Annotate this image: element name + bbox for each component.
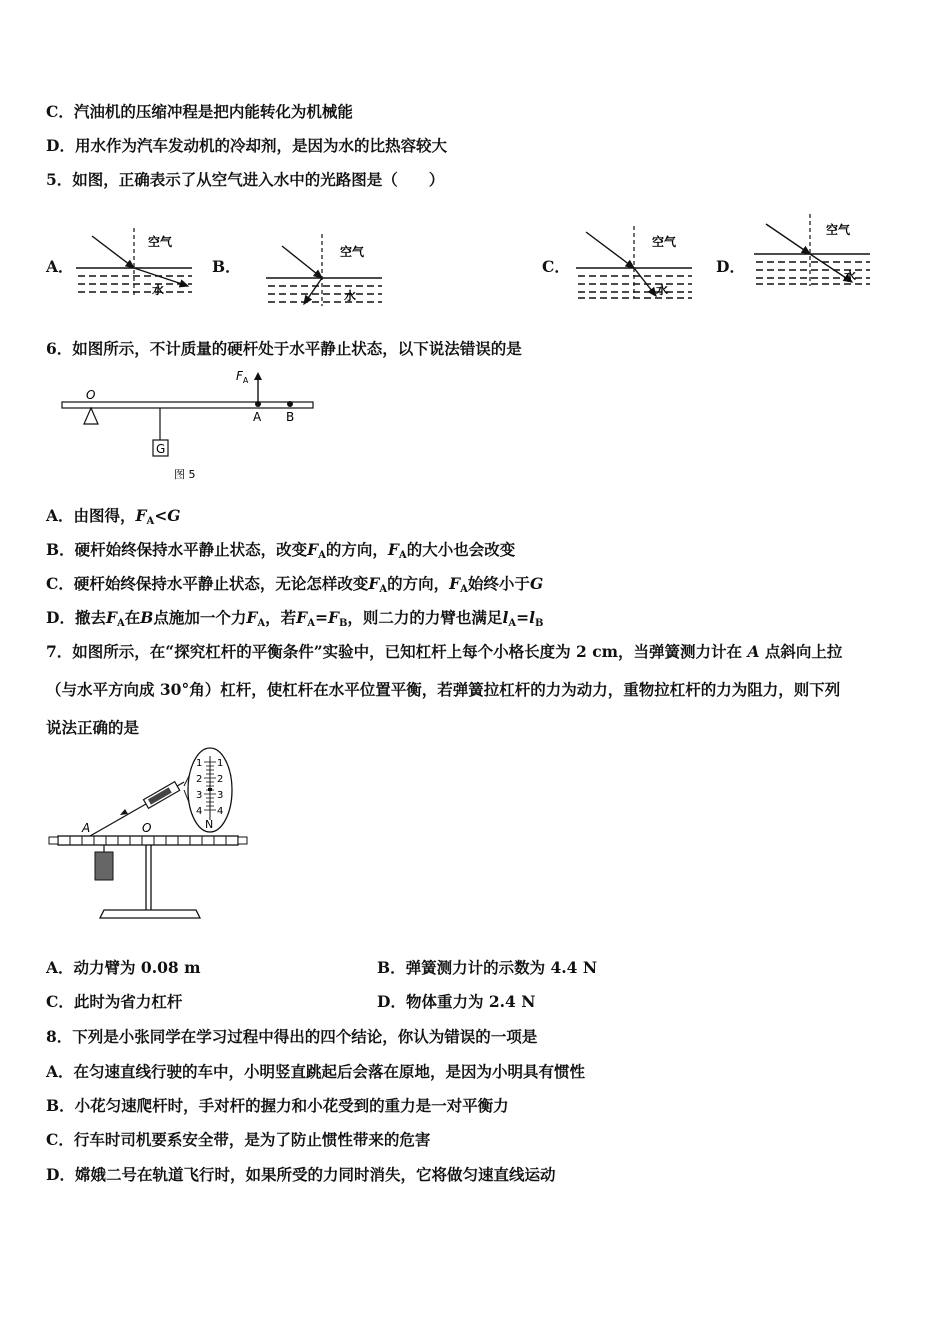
q6-option-c: C．硬杆始终保持水平静止状态，无论怎样改变$F_A$的方向，$F_A$始终小于G [46, 574, 544, 595]
q5-diagram-c [574, 226, 699, 304]
q5-label-c: C． [542, 257, 570, 276]
air-label: 空气 [826, 223, 851, 237]
air-label: 空气 [652, 235, 677, 249]
air-label: 空气 [340, 245, 365, 259]
svg-text:FA [236, 369, 249, 385]
q5-diagram-a [74, 228, 199, 303]
force-label-sub: A [242, 376, 249, 385]
q7-option-b: B．弹簧测力计的示数为 4.4 N [377, 958, 598, 977]
force-arrow-icon [254, 372, 262, 380]
q7-option-c: C．此时为省力杠杆 [46, 992, 183, 1011]
hanging-weight [95, 852, 113, 880]
weight-label-g: G [156, 442, 166, 456]
tick-label: 4 [196, 806, 203, 817]
q6-option-a: A．由图得，$F_A<G$ [46, 506, 181, 527]
water-label: 水 [656, 283, 669, 297]
point-label-a: A [82, 821, 91, 835]
tick-label: 2 [196, 774, 203, 785]
pivot-label-o: O [86, 388, 96, 402]
q8-option-d: D．嫦娥二号在轨道飞行时，如果所受的力同时消失，它将做匀速直线运动 [46, 1165, 556, 1184]
point-label-a: A [253, 410, 262, 424]
q5-label-a: A． [46, 257, 74, 276]
water-label: 水 [344, 289, 357, 303]
q7-option-a: A．动力臂为 0.08 m [46, 958, 201, 977]
air-label: 空气 [148, 235, 173, 249]
tick-label: 1 [196, 758, 203, 769]
unit-label-n: N [205, 818, 214, 831]
q6-stem: 6．如图所示，不计质量的硬杆处于水平静止状态，以下说法错误的是 [46, 339, 522, 358]
q6-lever-figure [60, 366, 320, 486]
spring-scale [144, 778, 187, 809]
q7-stem-line3: 说法正确的是 [46, 718, 140, 737]
q5-label-d: D． [716, 257, 745, 276]
lever-bar [62, 402, 313, 408]
tick-label: 3 [196, 790, 203, 801]
q5-diagram-b [264, 234, 389, 312]
q6-option-b: B．硬杆始终保持水平静止状态，改变$F_A$的方向，$F_A$的大小也会改变 [46, 540, 516, 561]
stand-base [100, 910, 200, 918]
q5-diagram-d [752, 214, 877, 292]
tick-label: 3 [217, 790, 224, 801]
point-label-b: B [286, 410, 295, 424]
q4-option-d: D．用水作为汽车发动机的冷却剂，是因为水的比热容较大 [46, 136, 447, 155]
tick-label: 4 [217, 806, 224, 817]
pull-arrow-icon [120, 809, 128, 815]
q5-label-b: B． [212, 257, 241, 276]
q8-option-b: B．小花匀速爬杆时，手对杆的握力和小花受到的重力是一对平衡力 [46, 1096, 509, 1115]
pivot-label-o: O [142, 821, 152, 835]
q7-lever-figure [46, 748, 251, 923]
q4-option-c: C．汽油机的压缩冲程是把内能转化为机械能 [46, 102, 353, 121]
force-label-f: F [236, 369, 243, 383]
figure-caption: 图 5 [174, 468, 196, 481]
fulcrum-icon [84, 408, 98, 424]
lever-bar [58, 836, 238, 845]
q7-stem-line1: 7．如图所示，在“探究杠杆的平衡条件”实验中，已知杠杆上每个小格长度为 2 cm，当弹簧测力计在 A 点斜向上拉 [46, 642, 843, 661]
q8-option-a: A．在匀速直线行驶的车中，小明竖直跳起后会落在原地，是因为小明具有惯性 [46, 1062, 586, 1081]
q6-option-d: D．撤去$F_A$在B点施加一个力$F_A$，若$F_A=F_B$，则二力的力臂也满足$l_A=l_B$ [46, 608, 544, 629]
q5-stem: 5．如图，正确表示了从空气进入水中的光路图是（ ） [46, 170, 445, 189]
point-b-dot [287, 401, 293, 407]
water-label: 水 [152, 283, 165, 297]
q8-stem: 8．下列是小张同学在学习过程中得出的四个结论，你认为错误的一项是 [46, 1027, 538, 1046]
q8-option-c: C．行车时司机要系安全带，是为了防止惯性带来的危害 [46, 1130, 431, 1149]
water-label: 水 [844, 269, 857, 283]
q7-stem-line2: （与水平方向成 30°角）杠杆，使杠杆在水平位置平衡，若弹簧拉杠杆的力为动力，重物拉杠杆的力为阻力，则下列 [46, 680, 841, 699]
scale-pointer [208, 788, 212, 791]
tick-label: 2 [217, 774, 224, 785]
tick-label: 1 [217, 758, 224, 769]
q7-option-d: D．物体重力为 2.4 N [377, 992, 536, 1011]
